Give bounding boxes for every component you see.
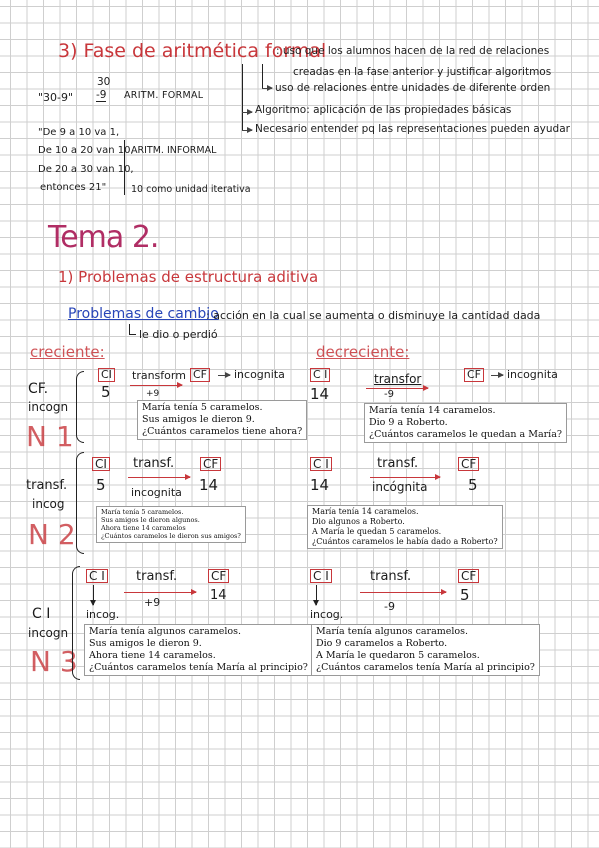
informal-label: ARITM. INFORMAL bbox=[131, 145, 217, 156]
calc-top: 30 bbox=[97, 76, 111, 88]
n3-label-incogn: incogn bbox=[28, 626, 69, 640]
n2-right-problem bbox=[307, 505, 503, 549]
ci-box: CI bbox=[98, 368, 115, 382]
calc-bottom: -9 bbox=[96, 89, 107, 101]
section-desc-5: Necesario entender pq las representaciones pueden ayudar bbox=[255, 123, 570, 135]
tema-title: Tema 2. bbox=[48, 220, 159, 255]
informal-line-4: entonces 21" bbox=[40, 182, 107, 193]
incognita-label: incognita bbox=[131, 486, 182, 499]
transf-label: transf. bbox=[377, 456, 419, 471]
problem-line: Sus amigos le dieron algunos. bbox=[101, 516, 200, 525]
section-desc-3: uso de relaciones entre unidades de diferente orden bbox=[275, 82, 551, 94]
transf-label: transf. bbox=[136, 569, 178, 584]
n3-right-problem bbox=[311, 624, 540, 676]
transf-label: transf. bbox=[133, 456, 175, 471]
section-title: 3) Fase de aritmética formal bbox=[58, 40, 327, 62]
n2-left-cf-value: 14 bbox=[199, 476, 219, 494]
cf-box: CF bbox=[464, 368, 484, 382]
cf-box: CF bbox=[458, 569, 479, 583]
n1-label-incogn: incogn bbox=[28, 400, 69, 414]
n1-level-label: N 1 bbox=[26, 420, 74, 453]
transf-label: transf. bbox=[370, 569, 412, 584]
transform-label: transform bbox=[132, 369, 186, 382]
problem-line: María tenía 14 caramelos. bbox=[369, 405, 496, 416]
incognita-label: incógnita bbox=[372, 480, 428, 494]
n2-label-incog: incog bbox=[32, 497, 65, 511]
problem-line: ¿Cuántos caramelos le dieron sus amigos? bbox=[101, 532, 241, 541]
cf-box: CF bbox=[200, 457, 221, 471]
problem-line: ¿Cuántos caramelos le quedan a María? bbox=[369, 428, 562, 440]
problem-line: ¿Cuántos caramelos tenía María al principio? bbox=[316, 661, 535, 673]
cf-box: CF bbox=[208, 569, 229, 583]
n3-left-cf-value: 14 bbox=[210, 588, 227, 603]
section-desc-2: creadas en la fase anterior y justificar algoritmos bbox=[293, 66, 552, 78]
transform-label: transfor bbox=[374, 372, 422, 386]
n1-label-cf: CF. bbox=[28, 381, 49, 397]
ci-box: C I bbox=[86, 569, 108, 583]
n3-level-label: N 3 bbox=[30, 645, 78, 678]
incog-label: incog. bbox=[310, 608, 344, 621]
incognita-label: incognita bbox=[234, 368, 285, 381]
problem-line: Sus amigos le dieron 9. bbox=[142, 413, 255, 425]
n2-right-cf-value: 5 bbox=[468, 476, 478, 494]
informal-note: 10 como unidad iterativa bbox=[131, 184, 251, 195]
cf-box: CF bbox=[190, 368, 210, 382]
problem-line: A María le quedaron 5 caramelos. bbox=[316, 649, 480, 661]
problem-line: A María le quedan 5 caramelos. bbox=[312, 527, 442, 536]
problem-line: Ahora tiene 14 caramelos. bbox=[89, 649, 216, 661]
problem-line: ¿Cuántos caramelos le había dado a Roberto? bbox=[312, 537, 498, 546]
n1-right-ci-value: 14 bbox=[310, 385, 330, 403]
formal-label: ARITM. FORMAL bbox=[124, 90, 204, 101]
n1-right-change: -9 bbox=[384, 389, 394, 400]
n1-left-ci-value: 5 bbox=[101, 383, 111, 401]
n3-right-cf-value: 5 bbox=[460, 586, 470, 604]
cf-box: CF bbox=[458, 457, 479, 471]
incognita-label: incognita bbox=[507, 368, 558, 381]
informal-line-3: De 20 a 30 van 10, bbox=[38, 164, 134, 175]
calc-quote: "30-9" bbox=[38, 91, 74, 104]
incog-label: incog. bbox=[86, 608, 120, 621]
n2-level-label: N 2 bbox=[28, 518, 76, 551]
n2-label-transf: transf. bbox=[26, 478, 68, 493]
n1-right-problem bbox=[364, 403, 567, 443]
n3-right-change: -9 bbox=[384, 600, 395, 613]
n2-left-problem bbox=[96, 506, 246, 543]
decreciente-label: decreciente: bbox=[316, 343, 410, 361]
ci-box: C I bbox=[310, 368, 330, 382]
n3-left-problem bbox=[84, 624, 313, 676]
informal-line-1: "De 9 a 10 va 1, bbox=[38, 127, 120, 138]
problem-line: ¿Cuántos caramelos tiene ahora? bbox=[142, 425, 303, 437]
cambio-desc: : acción en la cual se aumenta o disminuye la cantidad dada bbox=[206, 309, 541, 322]
n3-left-change: +9 bbox=[144, 596, 161, 609]
n1-left-change: +9 bbox=[146, 389, 160, 399]
problem-line: María tenía algunos caramelos. bbox=[89, 626, 242, 637]
cambio-sub: le dio o perdió bbox=[139, 328, 218, 341]
cambio-label: Problemas de cambio bbox=[68, 306, 219, 322]
problem-line: María tenía 5 caramelos. bbox=[101, 508, 184, 516]
section-desc-4: Algoritmo: aplicación de las propiedades básicas bbox=[255, 104, 512, 116]
ci-box: CI bbox=[92, 457, 110, 471]
problem-line: Dio algunos a Roberto. bbox=[312, 517, 405, 526]
problem-line: María tenía 14 caramelos. bbox=[312, 507, 419, 516]
tema-subtitle: 1) Problemas de estructura aditiva bbox=[58, 268, 319, 286]
creciente-label: creciente: bbox=[30, 343, 105, 361]
n3-label-ci: C I bbox=[32, 606, 51, 622]
n2-left-ci-value: 5 bbox=[96, 476, 106, 494]
n1-left-problem bbox=[137, 400, 307, 440]
ci-box: C I bbox=[310, 569, 332, 583]
problem-line: Dio 9 a Roberto. bbox=[369, 416, 448, 428]
informal-line-2: De 10 a 20 van 10, bbox=[38, 145, 134, 156]
problem-line: Dio 9 caramelos a Roberto. bbox=[316, 637, 448, 649]
problem-line: María tenía algunos caramelos. bbox=[316, 626, 469, 637]
n2-right-ci-value: 14 bbox=[310, 476, 330, 494]
problem-line: ¿Cuántos caramelos tenía María al principio? bbox=[89, 661, 308, 673]
ci-box: C I bbox=[310, 457, 332, 471]
problem-line: Sus amigos le dieron 9. bbox=[89, 637, 202, 649]
problem-line: María tenía 5 caramelos. bbox=[142, 402, 263, 413]
section-desc-1: : uso que los alumnos hacen de la red de relaciones bbox=[276, 45, 550, 57]
problem-line: Ahora tiene 14 caramelos bbox=[101, 524, 186, 533]
